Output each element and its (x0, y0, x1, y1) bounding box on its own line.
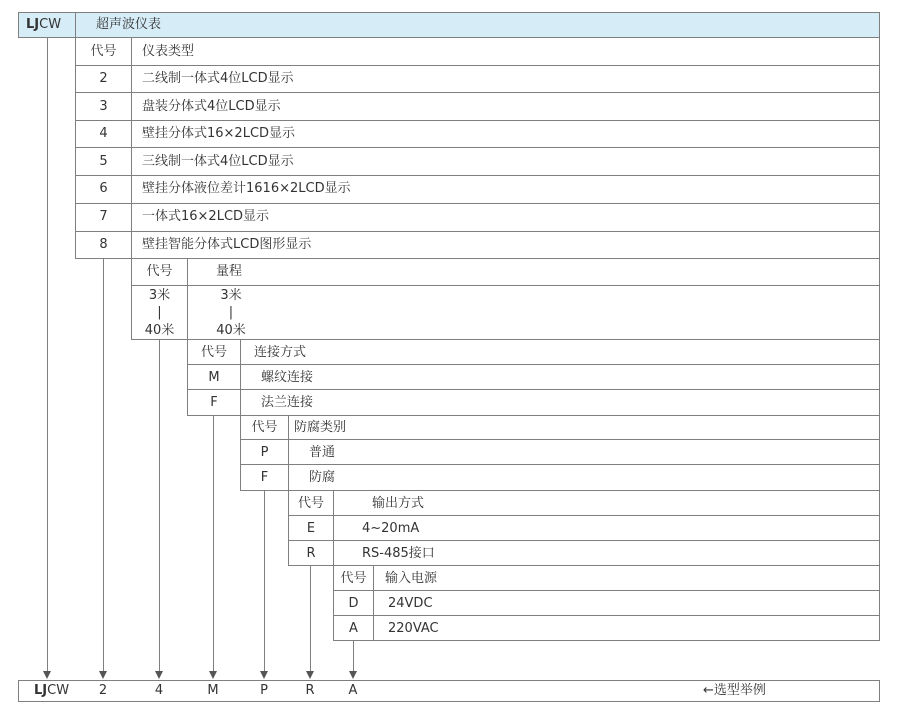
level4-name-header: 防腐类别 (294, 420, 347, 435)
example-code: R (305, 683, 315, 698)
level5-row-name: RS-485接口 (362, 546, 435, 561)
example-prefix (34, 683, 69, 699)
level6-name-header: 输入电源 (385, 571, 438, 586)
level1-row-code: 4 (99, 126, 108, 141)
example-code: M (207, 683, 219, 698)
level4-row-name: 防腐 (309, 470, 336, 485)
level1-row-name: 一体式16×2LCD显示 (142, 209, 270, 224)
level3-code-header: 代号 (200, 345, 227, 360)
model-prefix (26, 17, 61, 33)
connector-line-range (159, 340, 160, 672)
level1-row-code: 8 (99, 237, 108, 252)
arrow-down-icon (155, 671, 163, 679)
level5-col-divider (333, 490, 334, 566)
connector-line-prefix (47, 38, 48, 672)
range-name-dash: | (228, 305, 234, 320)
level3-row-name: 螺纹连接 (261, 370, 314, 385)
connector-line-anticorrosion (264, 491, 265, 672)
header-title: 超声波仪表 (96, 17, 162, 32)
level1-name-header: 仪表类型 (142, 44, 195, 59)
level1-row-name: 二线制一体式4位LCD显示 (142, 71, 294, 86)
level1-row-code: 6 (99, 181, 108, 196)
arrow-down-icon (43, 671, 51, 679)
level2-col-divider (187, 258, 188, 340)
level3-row-code: M (208, 370, 220, 385)
example-prefix-rest: CW (47, 683, 70, 698)
level1-col-divider (131, 37, 132, 259)
example-code: A (348, 683, 358, 698)
connector-line-connection (213, 416, 214, 672)
level1-code-header: 代号 (90, 44, 117, 59)
level1-row-code: 3 (99, 99, 108, 114)
connector-line-power (353, 641, 354, 672)
arrow-down-icon (209, 671, 217, 679)
level1-row-name: 壁挂分体式16×2LCD显示 (142, 126, 296, 141)
level4-row-code: F (260, 470, 269, 485)
level5-row-name: 4~20mA (362, 521, 420, 536)
level3-col-divider (240, 339, 241, 416)
level4-row-code: P (260, 445, 269, 460)
level1-row-name: 盘装分体式4位LCD显示 (142, 99, 281, 114)
level6-col-divider (373, 565, 374, 641)
example-code: P (260, 683, 268, 698)
level4-col-divider (288, 415, 289, 491)
level5-name-header: 输出方式 (372, 496, 425, 511)
level3-row-name: 法兰连接 (261, 395, 314, 410)
level2-name-header: 量程 (216, 264, 243, 279)
level6-row-code: D (348, 596, 359, 611)
header-divider (75, 12, 76, 38)
level6-row-code: A (349, 621, 358, 636)
level3-row-code: F (210, 395, 218, 410)
range-code-dash: | (157, 305, 162, 320)
model-prefix-rest: CW (39, 17, 62, 32)
level4-row-name: 普通 (309, 445, 336, 460)
level1-row-code: 2 (99, 71, 108, 86)
level5-code-header: 代号 (297, 496, 324, 511)
range-name-to: 40米 (216, 323, 246, 338)
level6-row-name: 24VDC (388, 596, 433, 611)
level5-row-code: R (306, 546, 316, 561)
model-prefix-bold: LJ (26, 17, 40, 32)
range-code-to: 40米 (144, 323, 175, 338)
level2-code-header: 代号 (146, 264, 173, 279)
level1-row-name: 壁挂智能分体式LCD图形显示 (142, 237, 312, 252)
level1-row-code: 5 (99, 154, 108, 169)
level1-row-name: 三线制一体式4位LCD显示 (142, 154, 294, 169)
level5-row-code: E (306, 521, 316, 536)
level4-code-header: 代号 (251, 420, 278, 435)
range-name-from: 3米 (220, 288, 242, 303)
example-code: 4 (154, 683, 164, 698)
level6-row-name: 220VAC (388, 621, 439, 636)
level3-name-header: 连接方式 (254, 345, 307, 360)
example-prefix-bold: LJ (34, 683, 48, 698)
example-note: ←选型举例 (703, 683, 766, 698)
example-code: 2 (98, 683, 108, 698)
arrow-down-icon (349, 671, 357, 679)
connector-line-type (103, 259, 104, 672)
arrow-down-icon (306, 671, 314, 679)
connector-line-output (310, 566, 311, 672)
level6-code-header: 代号 (340, 571, 367, 586)
level1-row-code: 7 (99, 209, 108, 224)
arrow-down-icon (260, 671, 268, 679)
range-code-from: 3米 (148, 288, 171, 303)
level1-row-name: 壁挂分体液位差计1616×2LCD显示 (142, 181, 351, 196)
arrow-down-icon (99, 671, 107, 679)
